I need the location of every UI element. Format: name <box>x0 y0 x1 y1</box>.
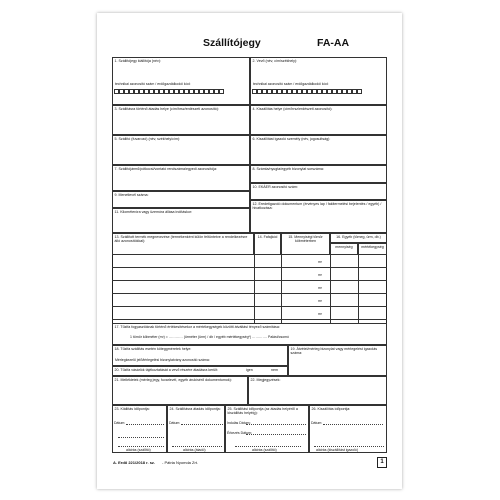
field-16b-label: mértékegység <box>361 245 384 249</box>
field-17-formula: 1 tömör köbméter (m³) = ………… (ürméter (ürm) / db / egyéb mértékegység*) …………. Palást/csomó <box>130 335 290 339</box>
field-25-signature: aláírás (szállító) <box>252 448 277 452</box>
field-7-label: 7. Szállítójármű/pótkocsi/vontató rendszáma/egyedi azonosítója: <box>114 167 217 171</box>
field-25-label: 25. Szállítási időpontja (az átadás helyéről a kiszállítás helyéig): <box>227 407 298 416</box>
field-23-label: 23. Kiállítás időpontja: <box>114 407 150 411</box>
field-23-date-label: Dátum: <box>114 421 126 425</box>
field-10-label: 10. EKÁER azonosító szám: <box>252 185 298 189</box>
m3-unit-label: m³ <box>318 286 323 290</box>
field-25-departure-label: Indulás Dátum: <box>227 421 251 425</box>
footer-printer: - Pátria Nyomda Zrt. <box>162 460 199 465</box>
m3-unit-label: m³ <box>318 312 323 316</box>
field-8-invoice-number[interactable] <box>250 165 387 183</box>
form-title: Szállítójegy <box>203 37 261 49</box>
col-16-unit-header <box>358 243 387 255</box>
field-19-receipt[interactable] <box>288 345 387 376</box>
field-1-label: 1. Szállítójegy kiállítója (név): <box>114 59 162 63</box>
col-13-product-header <box>112 233 254 255</box>
field-17-label: 17. Tűzifa fogyasztóknak történő értékesítésekor a mértékegységek közötti átváltási tényező számítása: <box>114 325 280 329</box>
field-20-label: 20. Tűzifa vásárlók tájékoztatását a vevő részére átadásra került: <box>114 368 219 372</box>
field-1-id-label: technikai azonosító szám / erdőgazdálkodói kód: <box>115 82 191 86</box>
footer-regulation: A. Erdő 221/2018 r. sz. <box>113 460 156 465</box>
field-26-label: 26. Kiszállítás időpontja: <box>311 407 351 411</box>
field-22-notes[interactable] <box>248 376 387 405</box>
field-12-origin-document[interactable] <box>250 200 387 233</box>
col-14-species-header <box>254 233 281 255</box>
field-5-label: 5. Szállító (fuvarozó) (név, székhely/cím): <box>114 137 181 141</box>
field-2-id-boxes[interactable] <box>252 89 386 95</box>
field-9-label: 9. Menetlevél száma: <box>114 193 149 197</box>
page-number: 1 <box>377 457 387 468</box>
field-20-firewood-info[interactable] <box>112 366 288 376</box>
field-2-buyer[interactable] <box>250 57 387 105</box>
field-1-issuer[interactable] <box>112 57 250 105</box>
field-16-label: 16. Egyéb (tömeg, ürm, db.) <box>336 235 381 239</box>
field-20-no[interactable]: nem <box>271 368 278 372</box>
col-16-other-header <box>330 233 387 243</box>
field-24-date-label: Dátum: <box>169 421 181 425</box>
field-4-label: 4. Kiszállítás helye (cím/hrsz/erdészeti azonosító): <box>252 107 333 111</box>
field-19-label: 19. Átvétel/mérleg bizonylat vagy mérlegelést igazolás száma: <box>290 347 377 356</box>
field-18-sub-label: Mérlegkezelő jel/Mérlegelési bizonylatvány azonosító száma: <box>115 358 210 362</box>
field-18-weighing[interactable] <box>112 345 288 366</box>
field-5-carrier[interactable] <box>112 135 250 165</box>
field-18-label: 18. Tűzifa szállítás esetén köteggméretek helye: <box>114 347 192 351</box>
field-20-yes[interactable]: igen <box>246 368 253 372</box>
field-24-signature: aláírás (átadó) <box>183 448 206 452</box>
field-24-label: 24. Szállításra átadás időpontja: <box>169 407 221 411</box>
field-2-label: 2. Vevő (név, cím/székhely): <box>252 59 298 63</box>
col-16-quantity-header <box>330 243 358 255</box>
field-2-id-label: technikai azonosító szám / erdőgazdálkodói kód: <box>253 82 329 86</box>
field-21-attachments[interactable] <box>112 376 248 405</box>
m3-unit-label: m³ <box>318 299 323 303</box>
field-23-signature: aláírás (szállító) <box>126 448 151 452</box>
field-10-ekaer[interactable] <box>250 183 387 200</box>
field-26-signature: aláírás (kiszállítást igazoló) <box>316 448 359 452</box>
field-3-label: 3. Szállításra történő átadás helye (cím/hrsz/erdészeti azonosító): <box>114 107 219 111</box>
field-6-label: 6. Kiszállítást igazoló személy (név, jogosultság): <box>252 137 331 141</box>
field-25-arrival-label: Érkezés Dátum: <box>227 431 252 435</box>
field-7-vehicle-plate[interactable] <box>112 165 250 191</box>
field-13-label: 13. Szállított termék megnevezése (termékenként külön feltüntetve a rendelkezésre álló azonosítókkal): <box>114 235 248 244</box>
field-12-label: 12. Eredetigazoló dokumentum (érvényes lap / fakitermelési bejelentés / egyéb) / hivatkozása: <box>252 202 382 211</box>
field-8-label: 8. Számla/nyugta/egyéb bizonylat sorszáma: <box>252 167 324 171</box>
m3-unit-label: m³ <box>318 260 323 264</box>
product-rows[interactable] <box>112 255 387 323</box>
field-15-label: 15. Mennyiségi tömör köbméterben <box>288 235 323 244</box>
field-1-id-boxes[interactable] <box>114 89 248 95</box>
col-15-volume-header <box>281 233 330 255</box>
field-11-label: 11. Kilométeróra vagy üzemóra állása indításkor: <box>114 210 193 214</box>
field-26-date-label: Dátum: <box>311 421 323 425</box>
field-6-confirming-person[interactable] <box>250 135 387 165</box>
field-22-label: 22. Megjegyzések: <box>250 378 281 382</box>
form-code: FA-AA <box>317 37 350 49</box>
field-16a-label: mennyiség <box>335 245 353 249</box>
field-21-label: 21. Mellékletek (mérleg jegy, fuvarlevél, egyéb árukísérő dokumentumok): <box>114 378 232 382</box>
field-11-odometer[interactable] <box>112 208 250 233</box>
field-14-label: 14. Fafajkód <box>257 235 278 239</box>
m3-unit-label: m³ <box>318 273 323 277</box>
field-9-waybill[interactable] <box>112 191 250 208</box>
field-4-delivery-place[interactable] <box>250 105 387 135</box>
field-3-handover-place[interactable] <box>112 105 250 135</box>
field-17-conversion[interactable] <box>112 323 387 345</box>
